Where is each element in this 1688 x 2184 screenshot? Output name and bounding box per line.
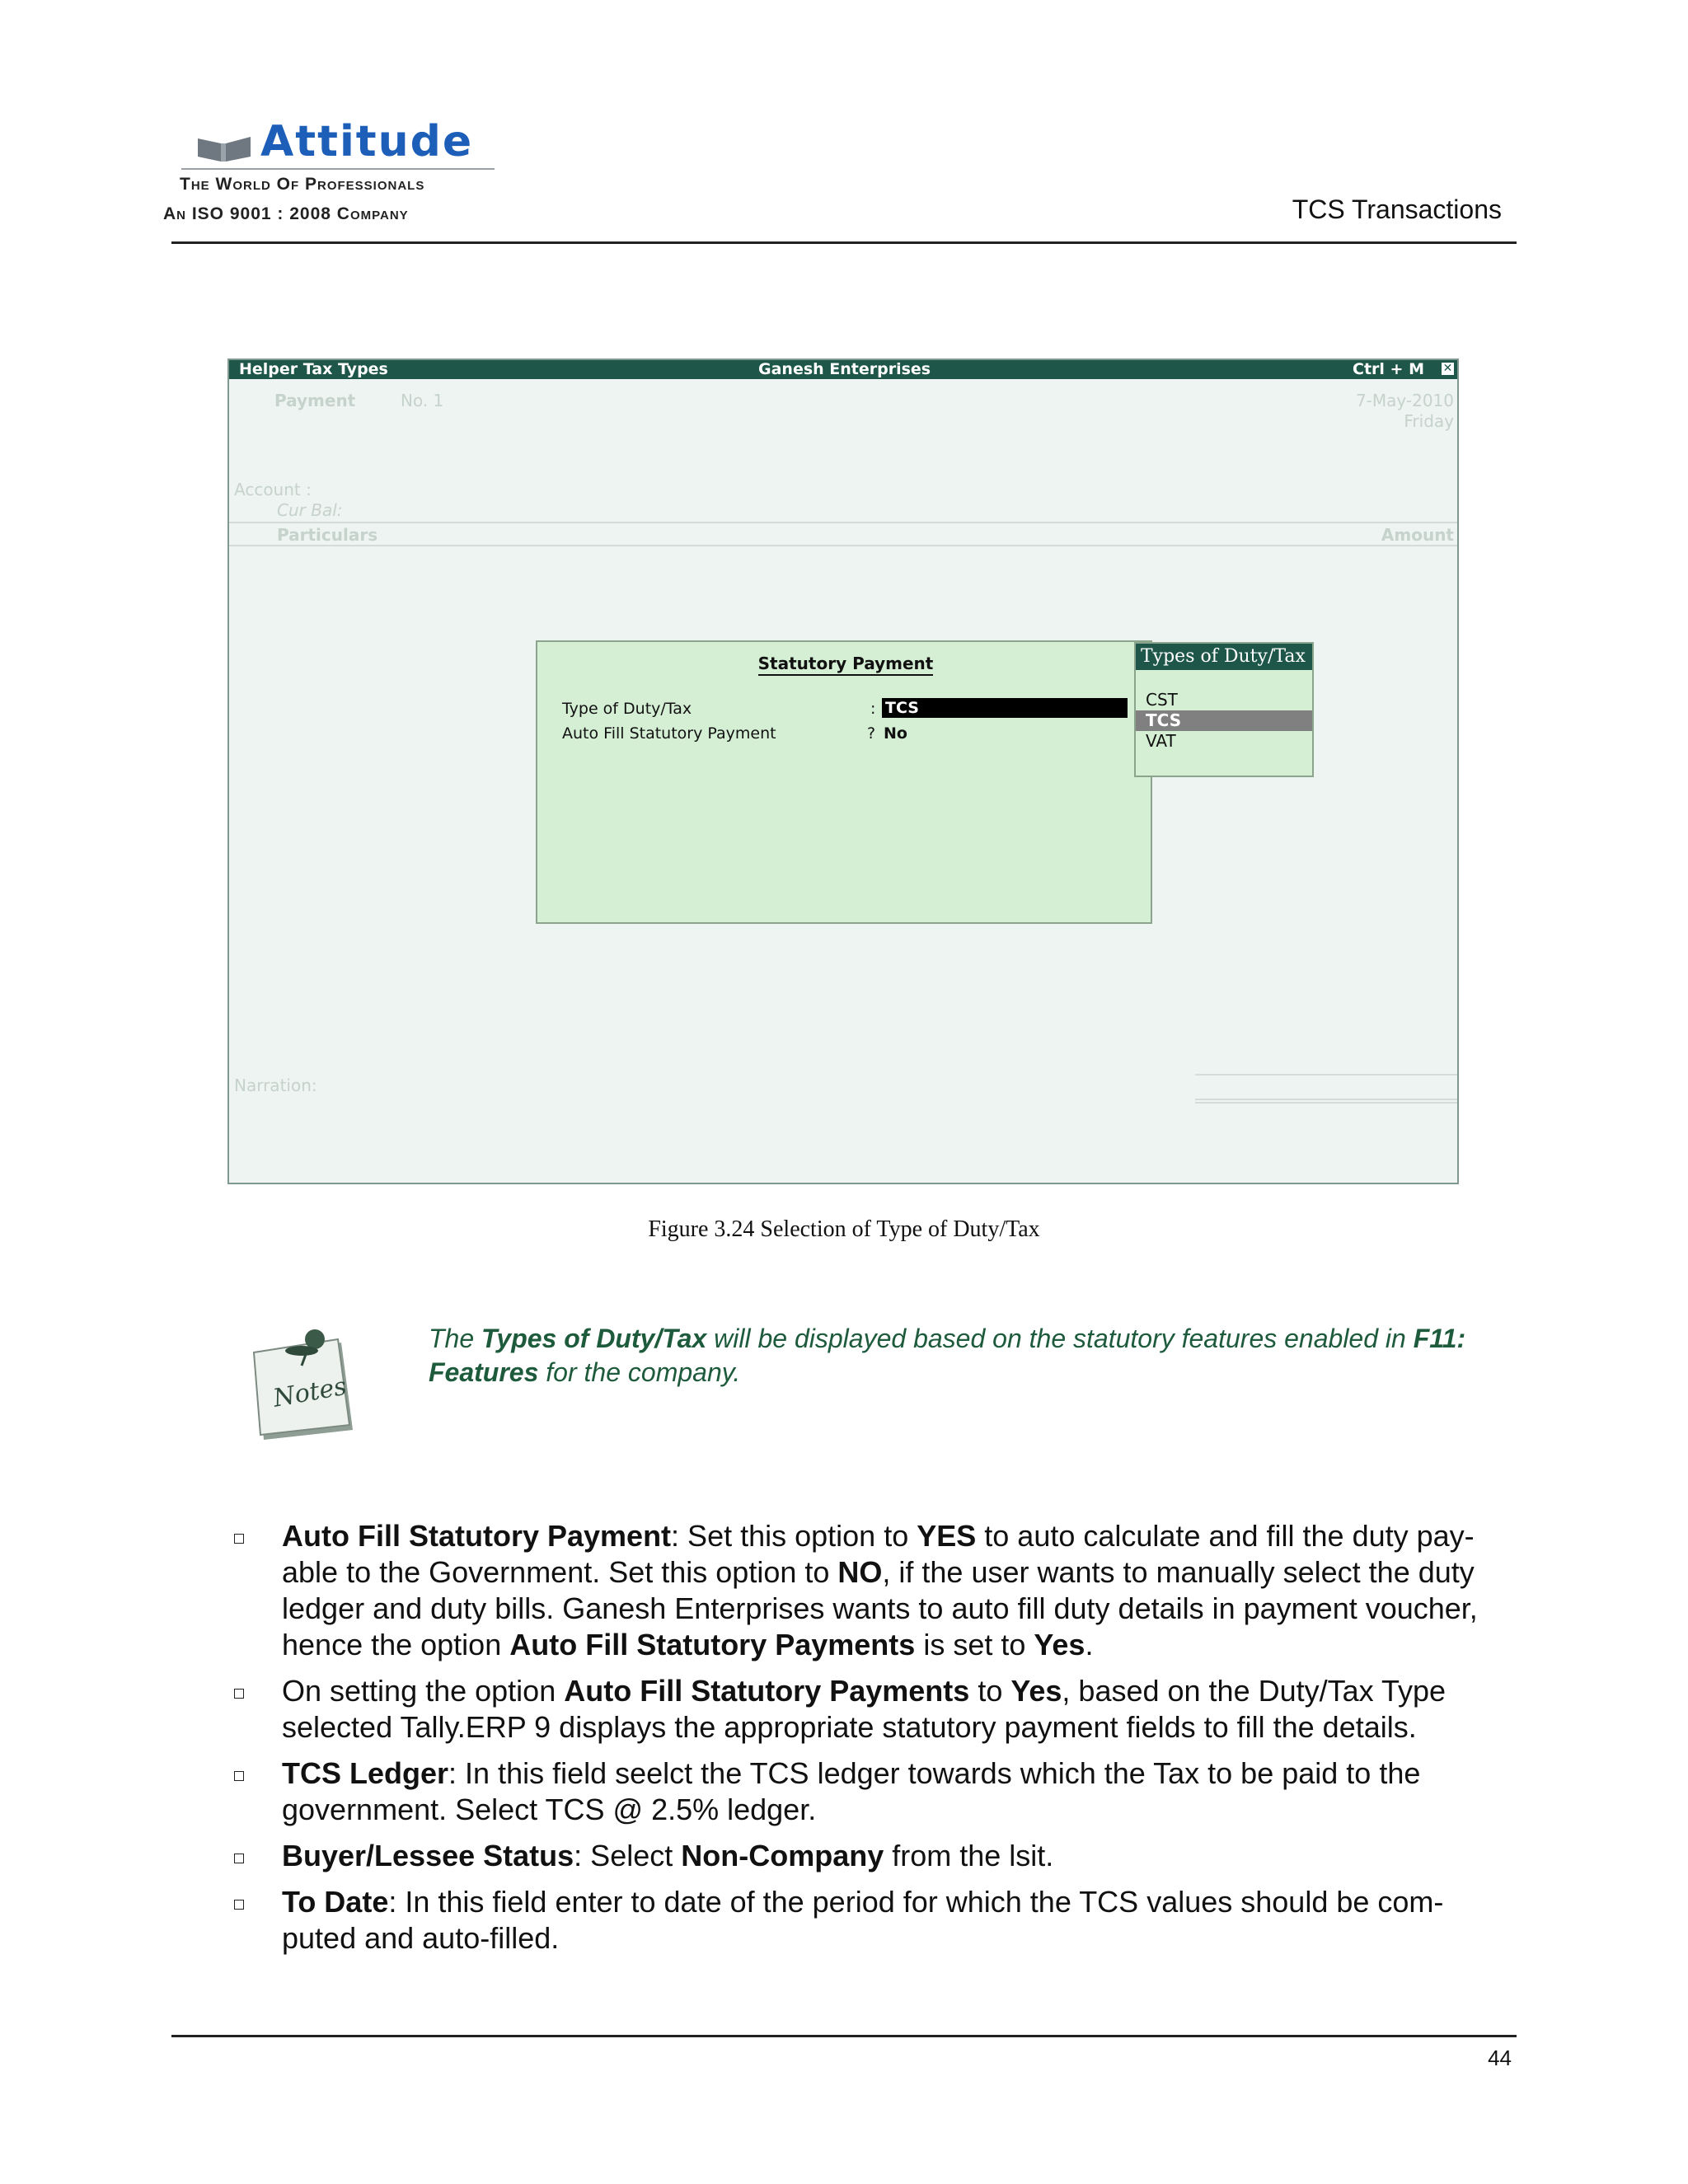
type-of-duty-label: Type of Duty/Tax	[562, 700, 692, 718]
company-logo	[163, 117, 501, 229]
figure-caption: Figure 3.24 Selection of Type of Duty/Tax	[648, 1216, 1040, 1242]
cur-bal-label: Cur Bal:	[277, 500, 343, 520]
divider-line	[229, 545, 1457, 546]
bullet-list	[232, 1518, 1502, 1966]
logo-wordmark: Attitude	[260, 117, 474, 166]
logo-iso-line: An ISO 9001 : 2008 Company	[163, 204, 409, 223]
book-logo-icon	[196, 134, 254, 163]
voucher-number: No. 1	[401, 391, 444, 410]
list-item: On setting the option Auto Fill Statutory Payments to Yes, based on the Duty/Tax Type selected Tally.ERP 9 displays the appropriate statutory payment fields to fill the details.	[232, 1673, 1502, 1746]
list-item: Auto Fill Statutory Payment: Set this option to YES to auto calculate and fill the duty pay-able to the Government. Set this option to NO, if the user wants to manually select the duty ledger and duty bills. Ganesh Enterprises wants to auto fill duty details in payment voucher, hence the option Auto Fill Statutory Payments is set to Yes.	[232, 1518, 1502, 1663]
field-separator: ?	[867, 724, 876, 743]
statutory-payment-dialog	[536, 640, 1152, 924]
auto-fill-label: Auto Fill Statutory Payment	[562, 724, 776, 743]
tally-screen	[227, 359, 1459, 1184]
picklist-item-vat[interactable]: VAT	[1146, 731, 1176, 751]
picklist-item-tcs[interactable]: TCS	[1136, 710, 1312, 731]
header-rule	[171, 241, 1517, 244]
page-number: 44	[1488, 2046, 1512, 2070]
tally-title-bar	[229, 360, 1457, 379]
voucher-date: 7-May-2010	[1355, 391, 1454, 410]
running-title: TCS Transactions	[1292, 194, 1502, 224]
bullet-square-icon	[234, 1689, 244, 1699]
picklist-item-cst[interactable]: CST	[1146, 690, 1178, 710]
type-of-duty-field[interactable]: TCS	[882, 698, 1128, 718]
amount-header: Amount	[1381, 525, 1454, 545]
bullet-square-icon	[234, 1854, 244, 1863]
shortcut-label: Ctrl + M	[1353, 360, 1424, 378]
picklist-title: Types of Duty/Tax	[1136, 644, 1312, 670]
divider-line	[229, 522, 1457, 523]
total-line	[1195, 1102, 1457, 1104]
bullet-square-icon	[234, 1771, 244, 1781]
voucher-day: Friday	[1404, 411, 1454, 431]
auto-fill-field[interactable]: No	[884, 724, 907, 743]
bullet-square-icon	[234, 1900, 244, 1910]
list-item: To Date: In this field enter to date of the period for which the TCS values should be com-puted and auto-filled.	[232, 1884, 1502, 1957]
list-item: Buyer/Lessee Status: Select Non-Company from the lsit.	[232, 1838, 1502, 1874]
particulars-header: Particulars	[277, 525, 378, 545]
footer-rule	[171, 2035, 1517, 2037]
duty-type-picklist	[1134, 642, 1314, 777]
bullet-square-icon	[234, 1534, 244, 1544]
field-separator: :	[870, 700, 876, 718]
account-label: Account :	[234, 480, 312, 499]
screen-title: Helper Tax Types	[239, 360, 388, 378]
narration-label: Narration:	[234, 1076, 317, 1095]
svg-text:Notes: Notes	[270, 1371, 349, 1413]
total-line	[1195, 1074, 1457, 1076]
dialog-title: Statutory Payment	[537, 654, 1154, 673]
logo-tagline: The World Of Professionals	[180, 175, 425, 194]
company-name: Ganesh Enterprises	[758, 360, 931, 378]
close-icon[interactable]: ✕	[1442, 362, 1453, 375]
list-item: TCS Ledger: In this field seelct the TCS ledger towards which the Tax to be paid to the government. Select TCS @ 2.5% ledger.	[232, 1755, 1502, 1828]
total-line	[1195, 1099, 1457, 1100]
notes-pin-icon	[252, 1323, 356, 1440]
note-text: The Types of Duty/Tax will be displayed based on the statutory features enabled in F11: Features for the company.	[429, 1324, 1466, 1387]
logo-divider	[181, 168, 495, 170]
voucher-type: Payment	[274, 391, 356, 410]
